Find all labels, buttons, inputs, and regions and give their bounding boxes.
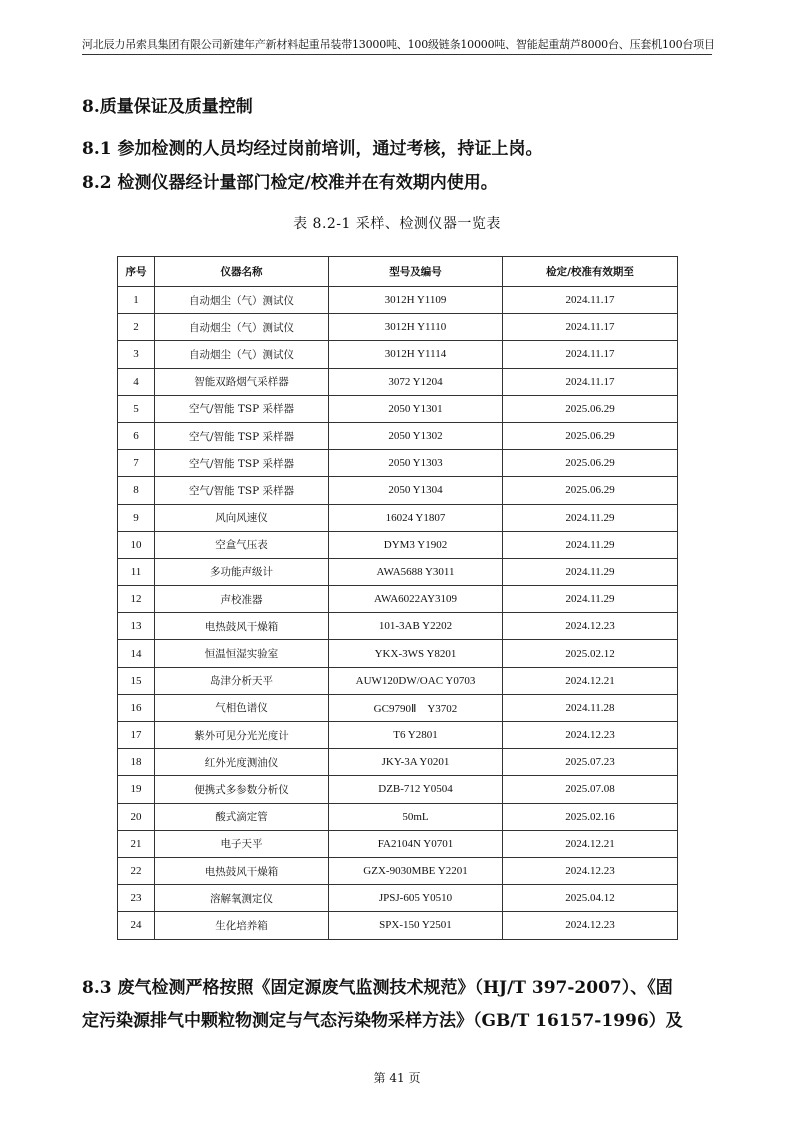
cell-valid-until: 2025.04.12 <box>503 885 678 912</box>
cell-instrument-name: 声校准器 <box>155 586 329 613</box>
cell-index: 17 <box>118 722 155 749</box>
cell-model-number: 101-3AB Y2202 <box>329 613 503 640</box>
cell-valid-until: 2024.11.17 <box>503 368 678 395</box>
cell-valid-until: 2025.02.16 <box>503 803 678 830</box>
cell-index: 1 <box>118 287 155 314</box>
cell-valid-until: 2024.12.21 <box>503 667 678 694</box>
cell-instrument-name: 空盒气压表 <box>155 531 329 558</box>
cell-instrument-name: 自动烟尘（气）测试仪 <box>155 341 329 368</box>
cell-index: 19 <box>118 776 155 803</box>
cell-valid-until: 2024.12.23 <box>503 912 678 939</box>
table-row <box>118 776 678 803</box>
cell-index: 23 <box>118 885 155 912</box>
cell-index: 6 <box>118 422 155 449</box>
table-row <box>118 749 678 776</box>
cell-instrument-name: 多功能声级计 <box>155 558 329 585</box>
cell-model-number: AWA5688 Y3011 <box>329 558 503 585</box>
cell-instrument-name: 空气/智能 TSP 采样器 <box>155 477 329 504</box>
table-row <box>118 830 678 857</box>
cell-index: 11 <box>118 558 155 585</box>
cell-valid-until: 2025.07.23 <box>503 749 678 776</box>
cell-model-number: 2050 Y1303 <box>329 450 503 477</box>
table-row <box>118 857 678 884</box>
cell-model-number: JPSJ-605 Y0510 <box>329 885 503 912</box>
cell-instrument-name: 空气/智能 TSP 采样器 <box>155 395 329 422</box>
cell-model-number: JKY-3A Y0201 <box>329 749 503 776</box>
cell-index: 8 <box>118 477 155 504</box>
table-row <box>118 504 678 531</box>
cell-index: 9 <box>118 504 155 531</box>
cell-model-number: 2050 Y1304 <box>329 477 503 504</box>
table-caption: 表 8.2-1 采样、检测仪器一览表 <box>293 216 501 232</box>
cell-valid-until: 2024.12.23 <box>503 613 678 640</box>
cell-valid-until: 2025.06.29 <box>503 395 678 422</box>
cell-instrument-name: 岛津分析天平 <box>155 667 329 694</box>
cell-model-number: GZX-9030MBE Y2201 <box>329 857 503 884</box>
cell-model-number: 3012H Y1110 <box>329 314 503 341</box>
cell-index: 3 <box>118 341 155 368</box>
cell-index: 14 <box>118 640 155 667</box>
table-row <box>118 912 678 939</box>
cell-valid-until: 2025.06.29 <box>503 477 678 504</box>
cell-model-number: 16024 Y1807 <box>329 504 503 531</box>
cell-instrument-name: 红外光度测油仪 <box>155 749 329 776</box>
table-row <box>118 722 678 749</box>
cell-model-number: YKX-3WS Y8201 <box>329 640 503 667</box>
cell-index: 16 <box>118 694 155 721</box>
cell-instrument-name: 恒温恒湿实验室 <box>155 640 329 667</box>
cell-model-number: 3072 Y1204 <box>329 368 503 395</box>
table-row <box>118 531 678 558</box>
table-row <box>118 667 678 694</box>
cell-valid-until: 2024.11.29 <box>503 558 678 585</box>
cell-instrument-name: 空气/智能 TSP 采样器 <box>155 422 329 449</box>
cell-model-number: 2050 Y1302 <box>329 422 503 449</box>
cell-instrument-name: 自动烟尘（气）测试仪 <box>155 287 329 314</box>
cell-valid-until: 2025.07.08 <box>503 776 678 803</box>
cell-model-number: 2050 Y1301 <box>329 395 503 422</box>
table-row <box>118 803 678 830</box>
table-row <box>118 450 678 477</box>
cell-instrument-name: 紫外可见分光光度计 <box>155 722 329 749</box>
cell-instrument-name: 电热鼓风干燥箱 <box>155 613 329 640</box>
table-row <box>118 477 678 504</box>
table-row <box>118 558 678 585</box>
table-row <box>118 341 678 368</box>
cell-index: 5 <box>118 395 155 422</box>
cell-instrument-name: 酸式滴定管 <box>155 803 329 830</box>
section-title: 8.质量保证及质量控制 <box>82 97 253 117</box>
table-row <box>118 314 678 341</box>
cell-model-number: DYM3 Y1902 <box>329 531 503 558</box>
cell-valid-until: 2024.11.17 <box>503 314 678 341</box>
table-row <box>118 885 678 912</box>
table-row <box>118 694 678 721</box>
cell-valid-until: 2024.11.29 <box>503 586 678 613</box>
cell-index: 2 <box>118 314 155 341</box>
header-divider <box>82 54 712 55</box>
page-number: 第 41 页 <box>373 1071 421 1085</box>
table-row <box>118 422 678 449</box>
cell-index: 13 <box>118 613 155 640</box>
header-valid-until: 检定/校准有效期至 <box>503 257 678 287</box>
cell-instrument-name: 电热鼓风干燥箱 <box>155 857 329 884</box>
table-row <box>118 287 678 314</box>
table-header-row <box>118 257 678 287</box>
cell-index: 7 <box>118 450 155 477</box>
cell-instrument-name: 空气/智能 TSP 采样器 <box>155 450 329 477</box>
cell-instrument-name: 气相色谱仪 <box>155 694 329 721</box>
table-row <box>118 395 678 422</box>
cell-valid-until: 2024.11.29 <box>503 504 678 531</box>
header-model-number: 型号及编号 <box>329 257 503 287</box>
table-row <box>118 640 678 667</box>
cell-instrument-name: 生化培养箱 <box>155 912 329 939</box>
page-header: 河北辰力吊索具集团有限公司新建年产新材料起重吊装带13000吨、100级链条10000吨、智能起重葫芦8000台、压套机100台项目 <box>82 38 715 51</box>
header-index: 序号 <box>118 257 155 287</box>
cell-valid-until: 2024.11.29 <box>503 531 678 558</box>
paragraph-8-2: 8.2 检测仪器经计量部门检定/校准并在有效期内使用。 <box>82 173 498 193</box>
cell-model-number: 3012H Y1114 <box>329 341 503 368</box>
cell-model-number: AUW120DW/OAC Y0703 <box>329 667 503 694</box>
cell-index: 18 <box>118 749 155 776</box>
cell-index: 20 <box>118 803 155 830</box>
cell-instrument-name: 溶解氧测定仪 <box>155 885 329 912</box>
cell-model-number: SPX-150 Y2501 <box>329 912 503 939</box>
table-row <box>118 613 678 640</box>
table-row <box>118 586 678 613</box>
cell-instrument-name: 风向风速仪 <box>155 504 329 531</box>
cell-index: 10 <box>118 531 155 558</box>
cell-model-number: 3012H Y1109 <box>329 287 503 314</box>
cell-model-number: AWA6022AY3109 <box>329 586 503 613</box>
table-row <box>118 368 678 395</box>
cell-index: 24 <box>118 912 155 939</box>
cell-instrument-name: 自动烟尘（气）测试仪 <box>155 314 329 341</box>
cell-instrument-name: 电子天平 <box>155 830 329 857</box>
cell-model-number: DZB-712 Y0504 <box>329 776 503 803</box>
cell-model-number: GC9790Ⅱ Y3702 <box>329 694 503 721</box>
cell-valid-until: 2024.11.28 <box>503 694 678 721</box>
cell-model-number: FA2104N Y0701 <box>329 830 503 857</box>
cell-index: 4 <box>118 368 155 395</box>
cell-instrument-name: 智能双路烟气采样器 <box>155 368 329 395</box>
cell-instrument-name: 便携式多参数分析仪 <box>155 776 329 803</box>
cell-valid-until: 2025.02.12 <box>503 640 678 667</box>
instrument-table <box>117 256 678 940</box>
cell-valid-until: 2024.11.17 <box>503 341 678 368</box>
cell-valid-until: 2024.12.23 <box>503 722 678 749</box>
cell-valid-until: 2025.06.29 <box>503 422 678 449</box>
paragraph-8-1: 8.1 参加检测的人员均经过岗前培训，通过考核，持证上岗。 <box>82 139 543 159</box>
cell-valid-until: 2024.12.23 <box>503 857 678 884</box>
cell-model-number: 50mL <box>329 803 503 830</box>
cell-index: 12 <box>118 586 155 613</box>
cell-valid-until: 2024.11.17 <box>503 287 678 314</box>
paragraph-8-3-line1: 8.3 废气检测严格按照《固定源废气监测技术规范》（HJ/T 397-2007）、《固 <box>82 978 673 998</box>
header-instrument-name: 仪器名称 <box>155 257 329 287</box>
cell-valid-until: 2025.06.29 <box>503 450 678 477</box>
cell-index: 21 <box>118 830 155 857</box>
cell-index: 15 <box>118 667 155 694</box>
paragraph-8-3-line2: 定污染源排气中颗粒物测定与气态污染物采样方法》（GB/T 16157-1996）及 <box>82 1011 683 1031</box>
cell-index: 22 <box>118 857 155 884</box>
cell-model-number: T6 Y2801 <box>329 722 503 749</box>
cell-valid-until: 2024.12.21 <box>503 830 678 857</box>
